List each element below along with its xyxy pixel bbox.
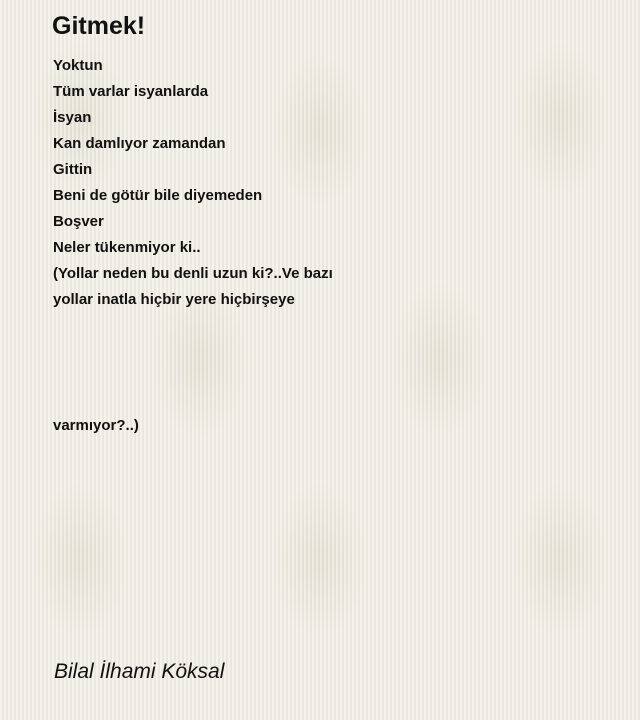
poem-author: Bilal İlhami Köksal xyxy=(54,660,225,683)
poem-line: Kan damlıyor zamandan xyxy=(53,135,226,152)
poem-line: Yoktun xyxy=(53,57,103,74)
poem-line: Gittin xyxy=(53,161,93,178)
poem-title: Gitmek! xyxy=(52,12,146,40)
poem-line: yollar inatla hiçbir yere hiçbirşeye xyxy=(53,291,295,308)
poem-line: Neler tükenmiyor ki.. xyxy=(53,239,201,256)
poem-line: Beni de götür bile diyemeden xyxy=(53,187,263,204)
poem-line: varmıyor?..) xyxy=(53,417,139,434)
poem-body xyxy=(53,53,473,439)
poem-line: İsyan xyxy=(53,109,92,126)
poem-line: (Yollar neden bu denli uzun ki?..Ve bazı xyxy=(53,265,333,282)
poem-line: Tüm varlar isyanlarda xyxy=(53,83,209,100)
poem-line: Boşver xyxy=(53,213,104,230)
